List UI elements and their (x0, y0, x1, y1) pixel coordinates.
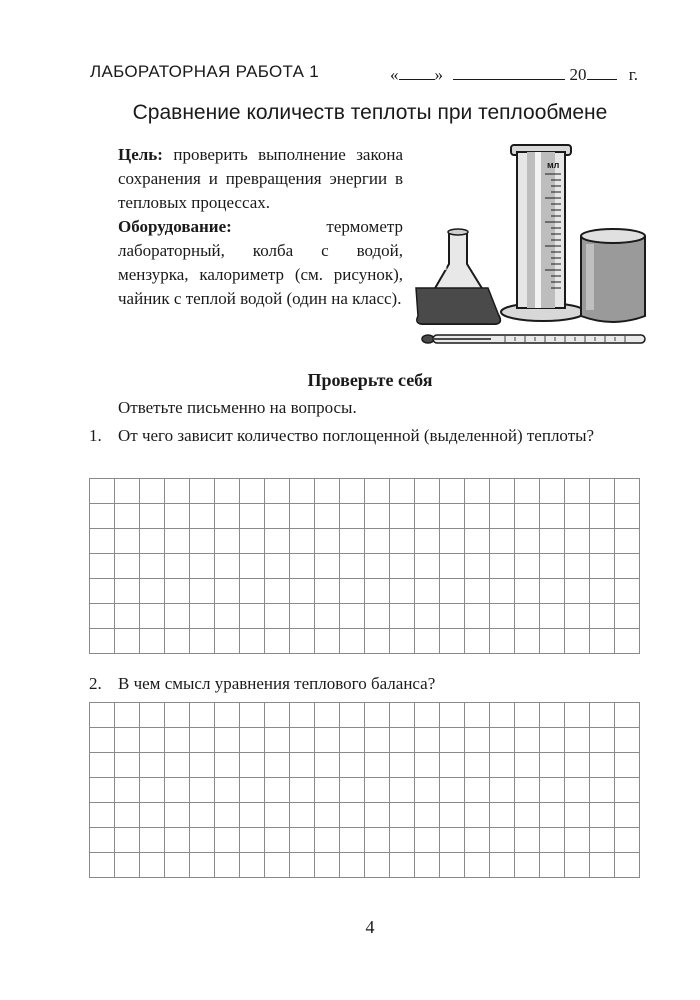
check-section-title: Проверьте себя (307, 370, 433, 390)
graduated-cylinder-icon (501, 145, 585, 321)
year-suffix: г. (628, 65, 639, 84)
question-text: От чего зависит количество поглощенной (выделенной) теплоты? (118, 426, 595, 445)
equipment-text: термометр лабораторный, колба с водой, мензурка, калориметр (см. рисунок), чайник с теплой водой (один на класс). (118, 217, 403, 308)
question-2 (89, 672, 645, 696)
goal-paragraph (118, 143, 403, 215)
calorimeter-icon (581, 229, 645, 322)
year-prefix: 20 (569, 65, 587, 84)
date-open-quote: « (390, 65, 399, 84)
equipment-illustration (415, 140, 655, 355)
intro-block (118, 143, 403, 311)
answer-grid-2[interactable] (89, 702, 640, 878)
equipment-label: Оборудование: (118, 217, 232, 236)
question-text: В чем смысл уравнения теплового баланса? (118, 674, 436, 693)
date-close-quote: » (434, 65, 443, 84)
question-number: 1. (89, 426, 102, 445)
question-1 (89, 424, 645, 448)
page-number: 4 (365, 917, 375, 937)
equipment-paragraph (118, 215, 403, 311)
page-title: Сравнение количеств теплоты при теплообмене (132, 101, 608, 124)
check-instruction: Ответьте письменно на вопросы. (118, 398, 357, 417)
lab-work-label: ЛАБОРАТОРНАЯ РАБОТА 1 (90, 62, 320, 81)
goal-label: Цель: (118, 145, 163, 164)
question-number: 2. (89, 674, 102, 693)
month-blank[interactable] (453, 62, 565, 80)
day-blank[interactable] (399, 62, 435, 80)
year-blank[interactable] (587, 62, 617, 80)
goal-text: проверить выполнение закона сохранения и превращения энергии в тепловых процессах. (118, 145, 403, 212)
cylinder-unit-label: мл (547, 160, 560, 170)
answer-grid-1[interactable] (89, 478, 640, 654)
flask-icon (416, 229, 500, 324)
thermometer-icon (422, 335, 645, 343)
date-line (390, 62, 638, 85)
